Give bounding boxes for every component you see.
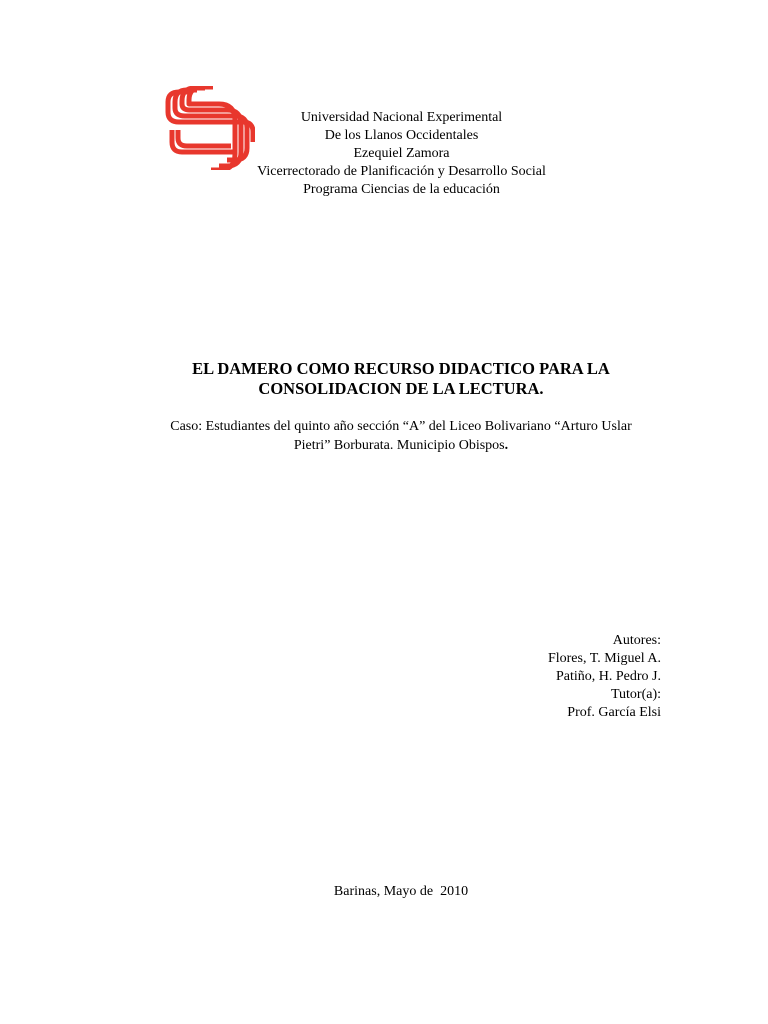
header-line-program: Programa Ciencias de la educación bbox=[303, 182, 500, 197]
title-line-2: CONSOLIDACION DE LA LECTURA. bbox=[258, 379, 544, 398]
tutor-name: Prof. García Elsi bbox=[567, 705, 661, 720]
authors-block bbox=[548, 632, 661, 722]
case-lead: Caso: Estudiantes del quinto bbox=[170, 419, 334, 434]
document-title bbox=[140, 359, 662, 399]
tutor-label: Tutor(a): bbox=[610, 687, 661, 702]
author-2: Patiño, H. Pedro J. bbox=[556, 669, 661, 684]
author-1: Flores, T. Miguel A. bbox=[547, 651, 661, 666]
title-line-1: EL DAMERO COMO RECURSO DIDACTICO PARA LA bbox=[192, 359, 610, 378]
place-date: Barinas, Mayo de 2010 bbox=[333, 884, 469, 899]
header-line-vicerectorate: Vicerrectorado de Planificación y Desarrollo Social bbox=[257, 164, 546, 179]
header-line-university: Universidad Nacional Experimental bbox=[300, 110, 503, 125]
case-text-line-1: año sección “A” del Liceo Bolivariano “Arturo Uslar bbox=[333, 419, 632, 434]
case-end-period: . bbox=[504, 438, 509, 453]
header-line-region: De los Llanos Occidentales bbox=[324, 128, 479, 143]
institution-header bbox=[200, 109, 603, 199]
case-description bbox=[140, 417, 662, 455]
case-text-line-2: Pietri” Borburata. Municipio Obispos bbox=[293, 438, 505, 453]
header-line-namesake: Ezequiel Zamora bbox=[353, 146, 450, 161]
authors-label: Autores: bbox=[612, 633, 661, 648]
